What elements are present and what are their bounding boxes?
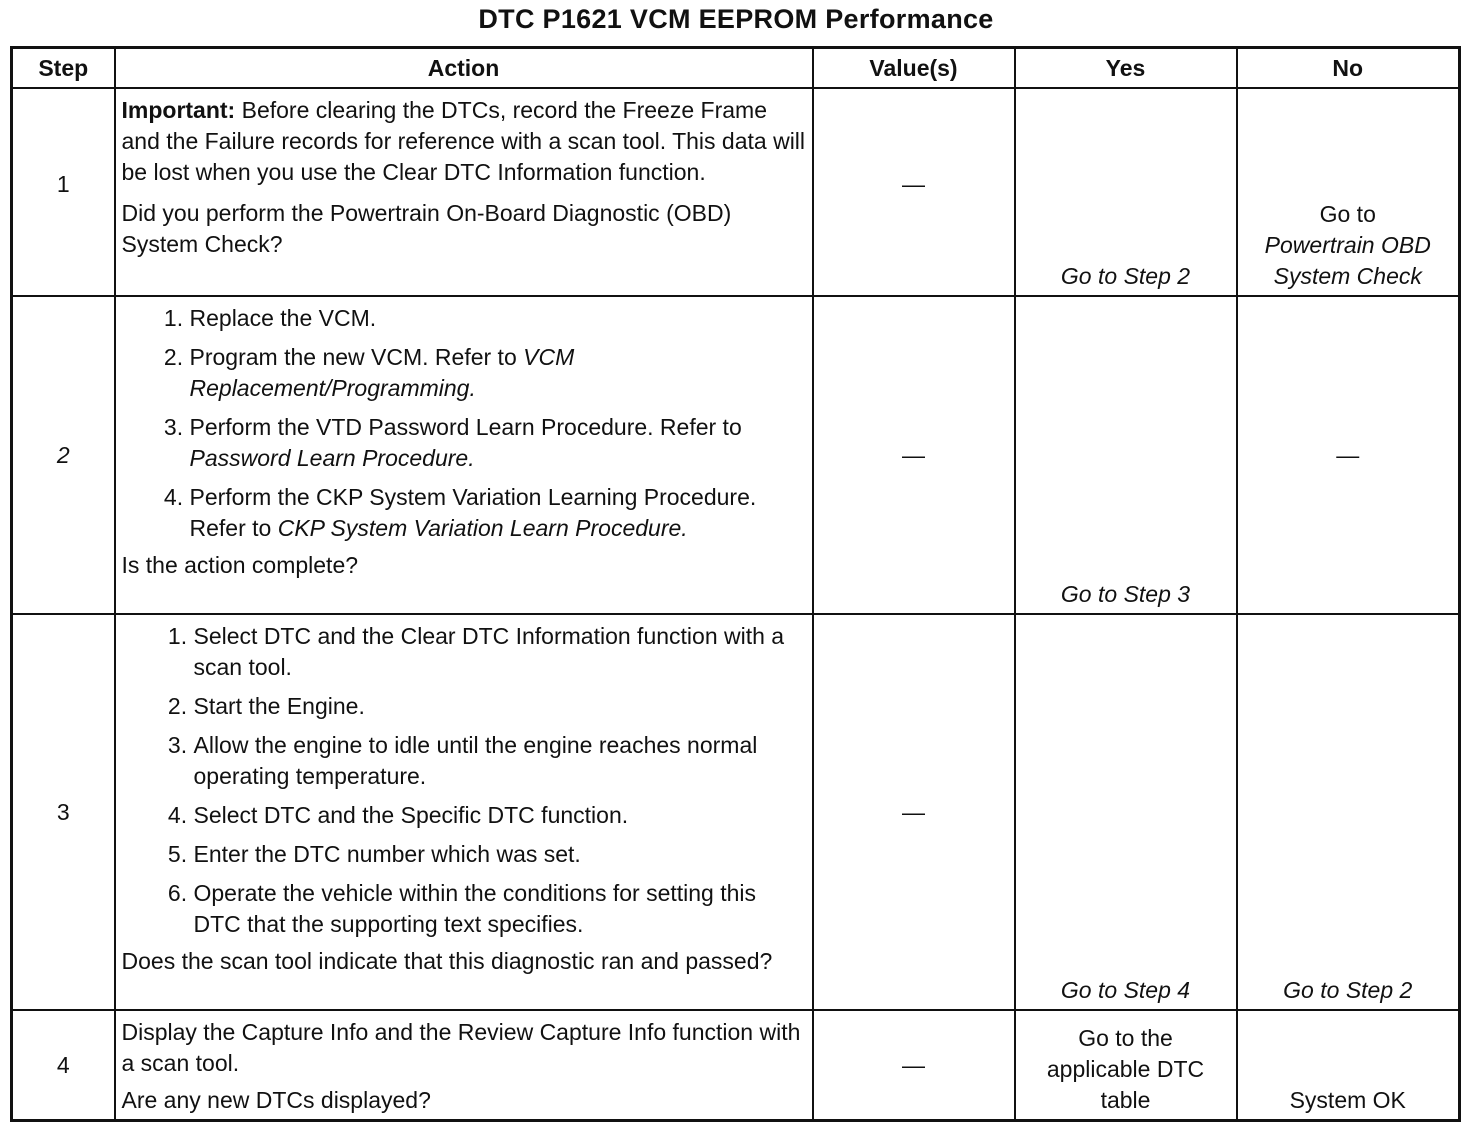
- list-item: 4. Perform the CKP System Variation Learning Procedure. Refer to CKP System Variation Learn Procedure.: [190, 482, 806, 544]
- step-number: 2: [12, 296, 115, 614]
- step-question: Does the scan tool indicate that this diagnostic ran and passed?: [121, 948, 773, 974]
- reference-link[interactable]: Password Learn Procedure.: [189, 445, 475, 471]
- diagnostic-table: [10, 46, 1461, 1122]
- value-cell: —: [813, 296, 1015, 614]
- table-row: [12, 614, 1460, 1010]
- list-item: 4. Select DTC and the Specific DTC function.: [194, 800, 806, 831]
- list-item: 1. Select DTC and the Clear DTC Information function with a scan tool.: [194, 621, 806, 683]
- reference-link[interactable]: CKP System Variation Learn Procedure.: [277, 515, 688, 541]
- list-item: 1. Replace the VCM.: [190, 303, 806, 334]
- step-number: 4: [12, 1010, 115, 1121]
- value-cell: —: [813, 614, 1015, 1010]
- action-cell: [115, 614, 813, 1010]
- instruction-list: [122, 303, 806, 544]
- list-item: 5. Enter the DTC number which was set.: [194, 839, 806, 870]
- list-item: 3. Perform the VTD Password Learn Procedure. Refer to Password Learn Procedure.: [190, 412, 806, 474]
- header-action: Action: [115, 48, 813, 89]
- yes-link[interactable]: Go to Step 2: [1015, 88, 1237, 296]
- no-link[interactable]: Powertrain OBD System Check: [1264, 232, 1431, 289]
- no-cell: System OK: [1237, 1010, 1460, 1121]
- step-number: 3: [12, 614, 115, 1010]
- step-instruction: Display the Capture Info and the Review Capture Info function with a scan tool.: [121, 1019, 801, 1076]
- header-step: Step: [12, 48, 115, 89]
- table-row: [12, 296, 1460, 614]
- step-question: Did you perform the Powertrain On-Board Diagnostic (OBD) System Check?: [121, 200, 732, 257]
- no-cell: [1237, 88, 1460, 296]
- yes-link[interactable]: Go to the applicable DTC table: [1015, 1010, 1237, 1121]
- list-item: 3. Allow the engine to idle until the engine reaches normal operating temperature.: [194, 730, 806, 792]
- page-title: DTC P1621 VCM EEPROM Performance: [478, 4, 994, 34]
- header-yes: Yes: [1015, 48, 1237, 89]
- header-no: No: [1237, 48, 1460, 89]
- action-cell: [115, 1010, 813, 1121]
- important-text: Before clearing the DTCs, record the Freeze Frame and the Failure records for reference with a scan tool. This data will be lost when you use the Clear DTC Information function.: [121, 97, 806, 185]
- no-cell: —: [1237, 296, 1460, 614]
- action-cell: [115, 296, 813, 614]
- header-values: Value(s): [813, 48, 1015, 89]
- step-question: Are any new DTCs displayed?: [121, 1087, 431, 1113]
- header-row: [12, 48, 1460, 89]
- table-row: [12, 1010, 1460, 1121]
- reference-link[interactable]: VCM Replacement/Programming.: [189, 344, 575, 401]
- table-row: [12, 88, 1460, 296]
- list-item: 2. Start the Engine.: [194, 691, 806, 722]
- important-label: Important:: [121, 97, 236, 123]
- yes-link[interactable]: Go to Step 3: [1015, 296, 1237, 614]
- list-item: 6. Operate the vehicle within the conditions for setting this DTC that the supporting text specifies.: [194, 878, 806, 940]
- instruction-list: [122, 621, 806, 940]
- yes-link[interactable]: Go to Step 4: [1015, 614, 1237, 1010]
- value-cell: —: [813, 88, 1015, 296]
- important-note: [122, 95, 806, 188]
- step-number: 1: [12, 88, 115, 296]
- action-cell: [115, 88, 813, 296]
- value-cell: —: [813, 1010, 1015, 1121]
- no-link[interactable]: Go to Step 2: [1237, 614, 1460, 1010]
- no-prefix: Go to: [1319, 201, 1376, 227]
- list-item: 2. Program the new VCM. Refer to VCM Replacement/Programming.: [190, 342, 806, 404]
- step-question: Is the action complete?: [121, 552, 359, 578]
